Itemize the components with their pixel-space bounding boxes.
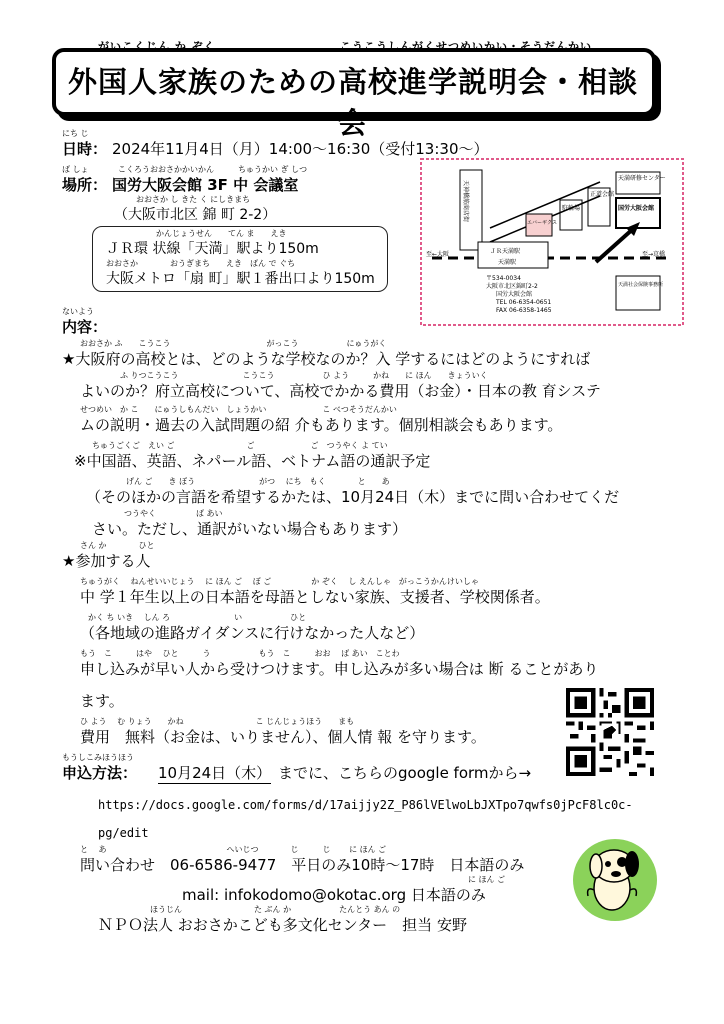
para1-ruby-1: ふ りつこうこう こうこう ひ よう かね に ほん きょういく xyxy=(80,371,488,380)
access-map xyxy=(420,158,684,326)
page-title: 外国人家族のための高校進学説明会・相談会 xyxy=(67,65,638,140)
content-label: 内容： xyxy=(62,318,108,336)
para1-ruby-0: おおさか ふ こうこう がっこう にゅうがく xyxy=(80,339,387,348)
contact-phone: 問い合わせ 06-6586-9477 平日のみ10時～17時 日本語のみ xyxy=(80,856,525,874)
map-address-0: 〒534-0034 xyxy=(486,275,521,282)
para3-line-0: 中 学１年生以上の日本語を母語としない家族、支援者、学校関係者。 xyxy=(80,588,550,606)
form-url-line1[interactable]: https://docs.google.com/forms/d/17aijjy2Z_P86lVElwoLbJXTpo7qwfs0jPcF8lc0c- xyxy=(98,798,633,812)
contact-mail-ruby: に ほん ご xyxy=(468,875,506,884)
address: （大阪市北区 錦 町 2-2） xyxy=(114,207,277,223)
place-ruby: ば しょ xyxy=(62,165,89,174)
map-address-4: FAX 06-6358-1465 xyxy=(496,307,552,314)
address-ruby: おおさか し きた く にしきまち xyxy=(136,195,251,204)
access-line1-ruby: かんじょうせん てん ま えき xyxy=(156,229,287,238)
contact-org: ＮＰＯ法人 おおさかこども多文化センター 担当 安野 xyxy=(98,916,467,934)
title-ruby-right: こうこうしんがくせつめいかい・そうだんかい xyxy=(340,40,592,53)
contact-ruby: と あ へいじつ じ じ に ほん ご xyxy=(80,845,387,854)
fee-ruby: ひ よう む りょう かね こ じんじょうほう まも xyxy=(80,717,355,726)
map-label-tenma-center: 天満研修センター xyxy=(618,175,666,182)
map-address-3: TEL 06-6354-0651 xyxy=(496,299,552,306)
para1-line-2: ムの説明・過去の入試問題の紹 介もあります。個別相談会もあります。 xyxy=(80,416,563,434)
contact-mail[interactable]: mail: infokodomo@okotac.org 日本語のみ xyxy=(182,886,486,904)
place-value: 国労大阪会館 3F 中 会議室 xyxy=(112,176,299,194)
map-label-ever: エバーギクス xyxy=(527,220,557,226)
dog-illustration xyxy=(572,838,658,922)
datetime-label: 日時： xyxy=(62,140,108,158)
para2-line-0: ※中国語、英語、ネパール語、ベトナム語の通訳予定 xyxy=(74,452,431,470)
place-label: 場所： xyxy=(62,176,108,194)
para2-ruby-2: つうやく ば あい xyxy=(92,509,223,518)
apply-rest: までに、こちらのgoogle formから→ xyxy=(278,764,532,782)
para3-line-2: 申し込みが早い人から受けつけます。申し込みが多い場合は 断 ることがあり xyxy=(80,660,599,678)
map-label-bicycle: 駐輪場 xyxy=(562,205,581,212)
para3-ruby-2: もう こ はや ひと う もう こ おお ば あい ことわ xyxy=(80,649,400,658)
access-line2: 大阪メトロ「扇 町」駅１番出口より150m xyxy=(106,271,375,287)
map-label-shotengai: 天神橋筋商店街 xyxy=(462,180,469,223)
map-address-1: 大阪市北区錦町2-2 xyxy=(486,283,538,290)
datetime-value: 2024年11月4日（月）14:00～16:30（受付13:30～） xyxy=(112,140,489,158)
map-label-station: 天満駅 xyxy=(498,259,517,266)
para3-line-3: ます。 xyxy=(80,692,124,710)
apply-ruby: もうしこみほうほう xyxy=(62,753,134,762)
participants-ruby: さん か ひと xyxy=(80,541,155,550)
para2-ruby-1: げん ご き ぼう がつ にち もく と あ xyxy=(86,477,390,486)
participants-label: ★参加する人 xyxy=(62,552,151,570)
para3-line-1: （各地域の進路ガイダンスに行けなかった人など） xyxy=(80,624,425,642)
access-line1: ＪＲ環 状線「天満」駅より150m xyxy=(106,241,319,257)
content-ruby: ないよう xyxy=(62,307,94,316)
map-label-jr-station: ＪＲ天満駅 xyxy=(490,248,521,255)
access-line2-ruby: おおさか おうぎまち えき ばん で ぐち xyxy=(106,259,296,268)
datetime-ruby: にち じ xyxy=(62,129,89,138)
para1-ruby-2: せつめい か こ にゅうしもんだい しょうかい こ べつそうだんかい xyxy=(80,405,397,414)
para3-ruby-1: かく ち いき しん ろ い ひと xyxy=(80,613,307,622)
para2-line-1: （そのほかの言語を希望するかたは、10月24日（木）までに問い合わせてくだ xyxy=(86,488,620,506)
map-label-insurance: 天満社会保険事務所 xyxy=(618,282,664,288)
para3-ruby-0: ちゅうがく ねんせいいじょう に ほん ご ぼ ご か ぞく し えんしゃ がっこうかんけいしゃ xyxy=(80,577,479,586)
para2-ruby-0: ちゅうごくご えい ご ご ご つうやく よ てい xyxy=(92,441,388,450)
map-label-seido: 正道会館 xyxy=(590,191,615,198)
apply-label: 申込方法： xyxy=(62,764,138,782)
map-label-kokuro: 国労大阪会館 xyxy=(618,205,655,212)
title-ruby-left: がいこくじん か ぞく xyxy=(98,40,216,53)
map-label-kyobashi: 至→京橋 xyxy=(642,251,666,258)
qr-code[interactable] xyxy=(566,688,654,776)
apply-deadline: 10月24日（木） xyxy=(158,764,272,782)
para1-line-0: ★大阪府の高校とは、どのような学校なのか？入 学するにはどのようにすれば xyxy=(62,350,591,368)
map-address-2: 国労大阪会館 xyxy=(496,291,533,298)
place-value-ruby: こくろうおおさかかいかん ちゅうかい ぎ しつ xyxy=(118,165,308,174)
para2-line-2: さい。ただし、通訳がいない場合もあります） xyxy=(92,520,408,538)
contact-org-ruby: ほうじん た ぶん か たんとう あん の xyxy=(150,905,401,914)
map-label-osaka: 至←大阪 xyxy=(426,251,450,258)
para1-line-1: よいのか？府立高校について、高校でかかる費用（お金）・日本の教 育システ xyxy=(80,382,601,400)
fee-line: 費用 無料（お金は、いりません）、個人情 報 を守ります。 xyxy=(80,728,486,746)
form-url-line2[interactable]: pg/edit xyxy=(98,826,149,840)
